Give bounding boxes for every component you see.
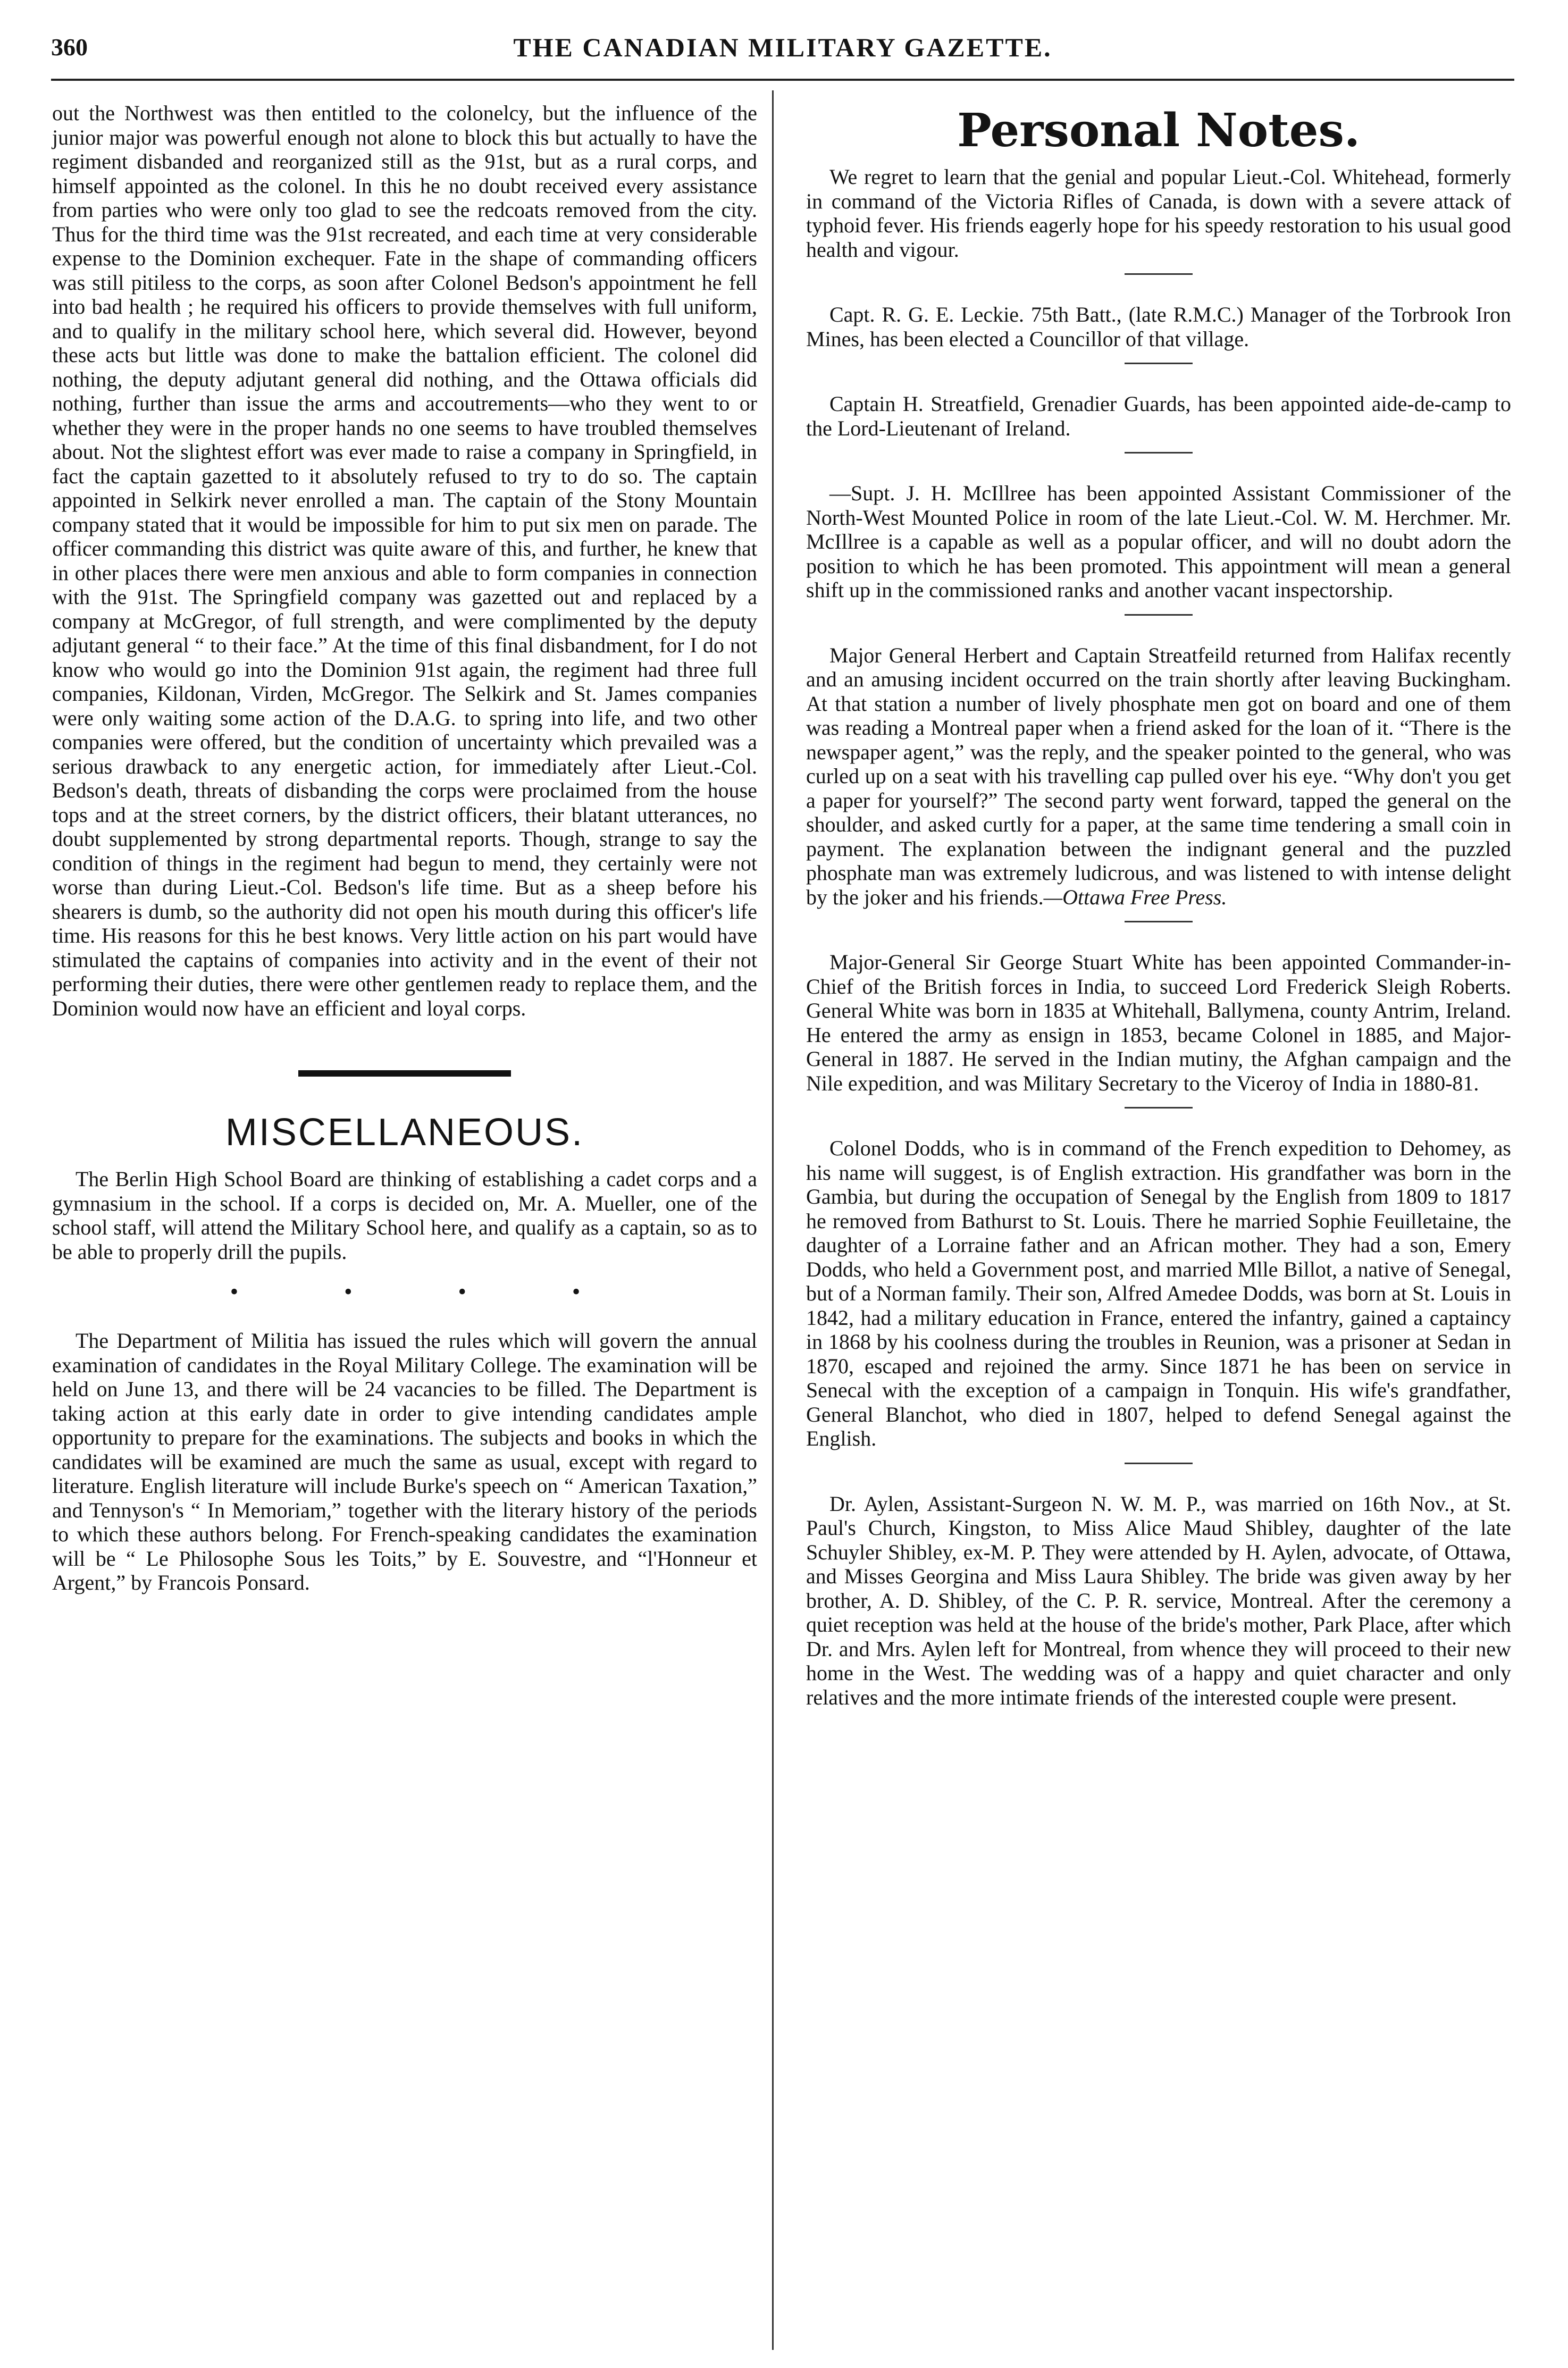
misc-item-rmc-exams: The Department of Militia has issued the rules which will govern the annual examination of candidates in the Royal Military College. The examination will be held on June 13, and there will be 24 vacancies to be filled. The Department is taking action at this early date in order to give intending candidates ample opportunity to prepare for the examinations. The subjects and books in which the candidates will be examined are much the same as usual, except with regard to literature. English literature will include Burke's speech on “ American Taxation,” and Tennyson's “ In Memoriam,” together with the literary history of the periods to which these authors belong. For French-speaking candidates the examination will be “ Le Philosophe Sous les Toits,” by E. Souvestre, and “l'Honneur et Argent,” by Francois Ponsard. [52,1329,757,1594]
note-separator [1125,363,1193,364]
section-divider [298,1070,511,1077]
separator-dots: • • • • [230,1279,631,1305]
note-separator [1125,921,1193,922]
personal-notes-heading: Personal Notes. [957,104,1360,157]
note-white: Major-General Sir George Stuart White has been appointed Commander-in-Chief of the British forces in India, to succeed Lord Frederick Sleigh Roberts. General White was born in 1835 at Whitehall, Ballymena, county Antrim, Ireland. He entered the army as ensign in 1853, became Colonel in 1885, and Major-General in 1887. He served in the Indian mutiny, the Afghan campaign and the Nile expedition, and was Military Secretary to the Viceroy of India in 1880-81. [806,950,1511,1095]
note-leckie: Capt. R. G. E. Leckie. 75th Batt., (late R.M.C.) Manager of the Torbrook Iron Mines, has been elected a Councillor of that village. [806,303,1511,351]
note-streatfield: Captain H. Streatfield, Grenadier Guards, has been appointed aide-de-camp to the Lord-Lieutenant of Ireland. [806,392,1511,440]
note-separator [1125,1107,1193,1109]
page-number: 360 [51,33,88,61]
note-whitehead: We regret to learn that the genial and popular Lieut.-Col. Whitehead, formerly in command of the Victoria Rifles of Canada, is down with a severe attack of typhoid fever. His friends eagerly hope for his speedy restoration to his usual good health and vigour. [806,165,1511,262]
note-herbert-anecdote [806,643,1511,910]
right-column [806,101,1511,1709]
left-column [52,101,757,1595]
page-header [51,30,1514,81]
column-divider [772,90,774,2350]
continued-article-text: out the Northwest was then entitled to the colonelcy, but the influence of the junior major was powerful enough not alone to block this but actually to have the regiment disbanded and reorganized still as the 91st, but as a rural corps, and himself appointed as the colonel. In this he no doubt received every assistance from parties who were only too glad to see the redcoats removed from the city. Thus for the third time was the 91st recreated, and each time at very considerable expense to the Dominion exchequer. Fate in the shape of commanding officers was still pitiless to the corps, as soon after Colonel Bedson's appointment he fell into bad health ; he required his officers to provide themselves with full uniform, and to qualify in the military school here, which several did. However, beyond these acts but little was done to make the battalion efficient. The colonel did nothing, the deputy adjutant general did nothing, and the Ottawa officials did nothing, further than issue the arms and accoutrements—who they went to or whether they were in the proper hands no one seems to have troubled themselves about. Not the slightest effort was ever made to raise a company in Springfield, in fact the captain gazetted to it absolutely refused to try to do so. The captain appointed in Selkirk never enrolled a man. The captain of the Stony Mountain company stated that it would be impossible for him to put six men on parade. The officer commanding this district was quite aware of this, and further, he knew that in other places there were men anxious and able to form companies in connection with the 91st. The Springfield company was gazetted out and replaced by a company at McGregor, of full strength, and were complimented by the deputy adjutant general “ to their face.” At the time of this final disbandment, for I do not know who would go into the Dominion 91st again, the regiment had three full companies, Kildonan, Virden, McGregor. The Selkirk and St. James companies were only waiting some action of the D.A.G. to spring into life, and two other companies were offered, but the condition of uncertainty which prevailed was a serious drawback to any energetic action, for immediately after Lieut.-Col. Bedson's death, threats of disbanding the corps were proclaimed from the house tops and at the street corners, by the district officers, their blatant utterances, no doubt supplemented by strong departmental reports. Though, strange to say the condition of things in the regiment had begun to mend, they certainly were not worse than during Lieut.-Col. Bedson's life time. But as a sheep before his shearers is dumb, so the authority did not open his mouth during this officer's life time. His reasons for this he best knows. Very little action on his part would have stimulated the captains of companies into activity and in the event of their not performing their duties, there were other gentlemen ready to replace them, and the Dominion would now have an efficient and loyal corps. [52,101,757,1020]
note-herbert-text: Major General Herbert and Captain Streatfeild returned from Halifax recently and an amusing incident occurred on the train shortly after leaving Buckingham. At that station a number of lively phosphate men got on board and one of them was reading a Montreal paper when a friend asked for the loan of it. “There is the newspaper agent,” was the reply, and the speaker pointed to the general, who was curled up on a seat with his travelling cap pulled over his eye. “Why don't you get a paper for yourself?” The second party went forward, tapped the general on the shoulder, and asked curtly for a paper, at the same time tendering a small coin in payment. The explanation between the indignant general and the puzzled phosphate man was extremely ludicrous, and was listened to with intense delight by the joker and his friends. [806,643,1511,909]
note-mcillree: —Supt. J. H. McIllree has been appointed Assistant Commissioner of the North-West Mounted Police in room of the late Lieut.-Col. W. M. Herchmer. Mr. McIllree is a capable as well as a popular officer, and will no doubt adorn the position to which he has been promoted. This appointment will mean a general shift up in the commissioned ranks and another vacant inspectorship. [806,481,1511,602]
note-separator [1125,273,1193,275]
page-title: THE CANADIAN MILITARY GAZETTE. [513,32,1052,62]
note-separator [1125,1463,1193,1464]
misc-item-berlin-cadets: The Berlin High School Board are thinking of establishing a cadet corps and a gymnasium in the school. If a corps is decided on, Mr. A. Mueller, one of the school staff, will attend the Military School here, and qualify as a captain, so as to be able to properly drill the pupils. [52,1167,757,1264]
note-aylen-wedding: Dr. Aylen, Assistant-Surgeon N. W. M. P., was married on 16th Nov., at St. Paul's Church, Kingston, to Miss Alice Maud Shibley, daughter of the late Schuyler Shibley, ex-M. P. They were attended by H. Aylen, advocate, of Ottawa, and Misses Georgina and Miss Laura Shibley. The bride was given away by her brother, A. D. Shibley, of the C. P. R. service, Montreal. After the ceremony a quiet reception was held at the house of the bride's mother, Park Place, after which Dr. and Mrs. Aylen left for Montreal, from whence they will proceed to their new home in the West. The wedding was of a happy and quiet character and only relatives and the more intimate friends of the interested couple were present. [806,1491,1511,1709]
note-dodds: Colonel Dodds, who is in command of the French expedition to Dehomey, as his name will suggest, is of English extraction. His grandfather was born in the Gambia, but during the occupation of Senegal by the English from 1809 to 1817 he removed from Bathurst to St. Louis. There he married Sophie Feuilletaine, the daughter of a Lorraine father and an African mother. They had a son, Emery Dodds, who held a Government post, and married Mlle Billot, a native of Senegal, but of a Norman family. Their son, Alfred Amedee Dodds, was born at St. Louis in 1842, had a military education in France, entered the infantry, gained a captaincy in 1868 by his coolness during the troubles in Reunion, was a prisoner at Sedan in 1870, escaped and rejoined the army. Since 1871 he has been on service in Senecal with the exception of a campaign in Tonquin. His wife's grandfather, General Blanchot, who died in 1807, helped to defend Senegal against the English. [806,1136,1511,1450]
note-source: —Ottawa Free Press. [1043,885,1227,909]
note-separator [1125,614,1193,616]
miscellaneous-heading: MISCELLANEOUS. [225,1111,584,1154]
note-separator [1125,452,1193,454]
